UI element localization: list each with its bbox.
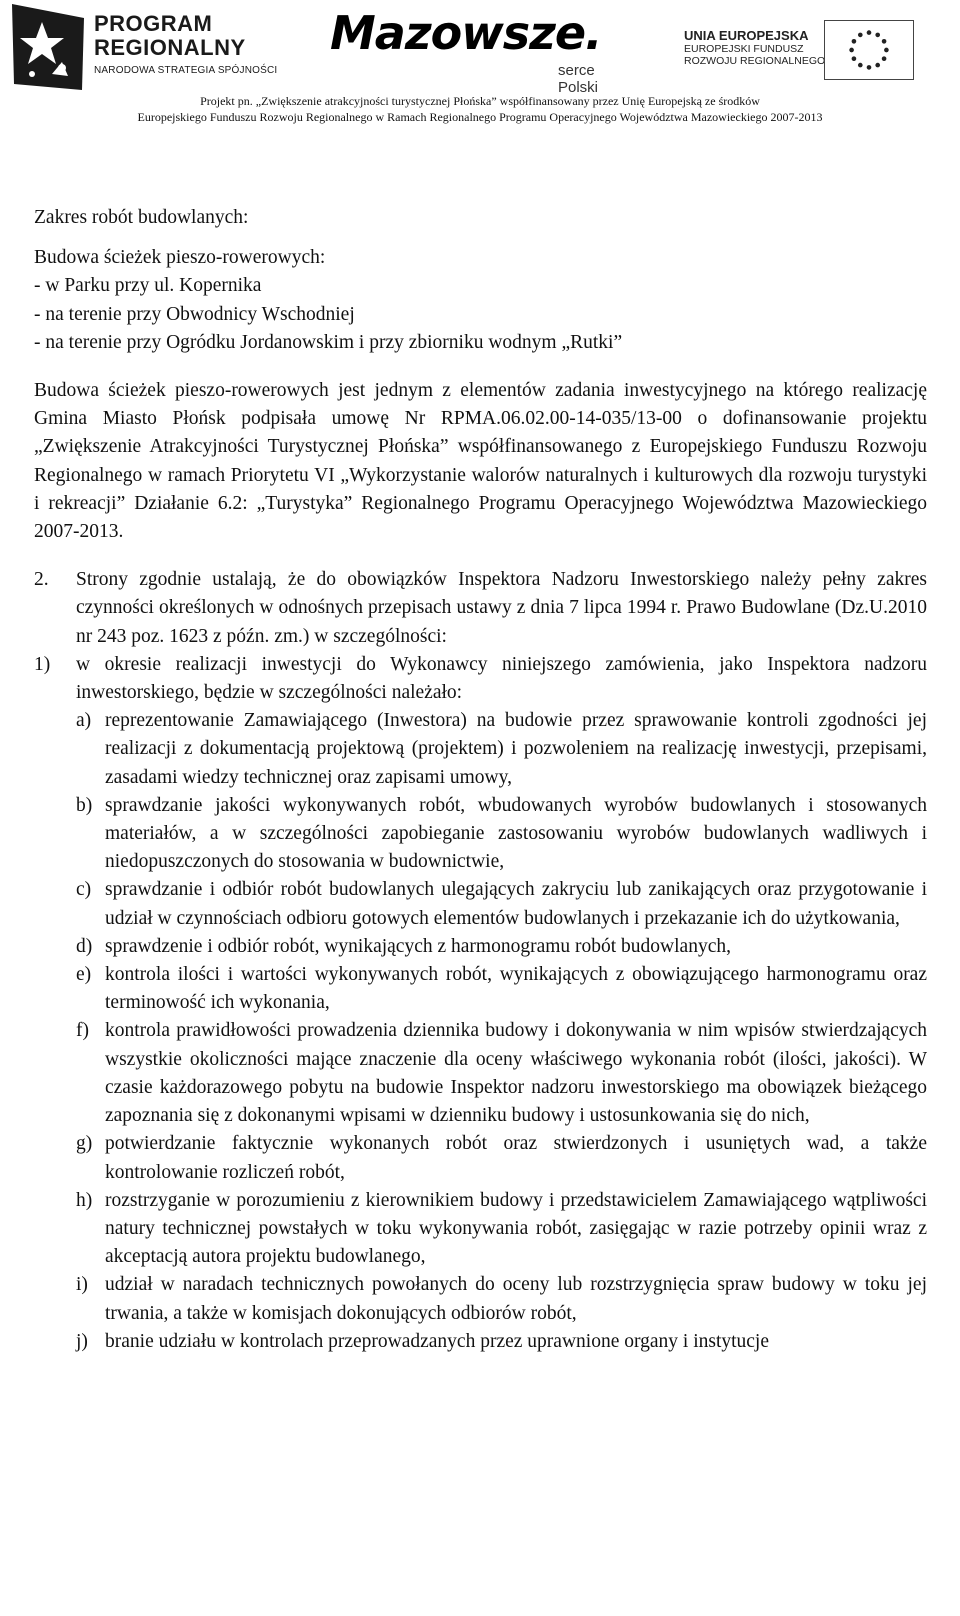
eu-flag-icon <box>824 20 914 80</box>
sub-item-label: h) <box>76 1189 93 1211</box>
eu-line-2: EUROPEJSKI FUNDUSZ <box>684 43 804 55</box>
sub-item <box>34 1017 927 1130</box>
sub-item-label: j) <box>76 1330 88 1352</box>
project-paragraph: Budowa ścieżek pieszo-rowerowych jest jednym z elementów zadania inwestycyjnego na którego realizację Gmina Miasto Płońsk podpisała umowę Nr RPMA.06.02.00-14-035/13-00 o dofinansowanie projektu „Zwiększenie Atrakcyjności Turystycznej Płońska” współfinansowanego z Europejskiego Funduszu Rozwoju Regionalnego w ramach Priorytetu VI „Wykorzystanie walorów naturalnych i kulturowych dla rozwoju turystyki i rekreacji” Działanie 6.2: „Turystyka” Regionalnego Programu Operacyjnego Województwa Mazowieckiego 2007-2013. <box>34 380 927 543</box>
logo-bar <box>0 0 960 96</box>
sub-item-label: f) <box>76 1020 89 1042</box>
sub-item-label: b) <box>76 794 93 816</box>
list-item-1 <box>34 651 927 707</box>
sub-item-label: e) <box>76 964 92 986</box>
sub-item <box>34 707 927 792</box>
project-caption-line-1: Projekt pn. „Zwiększenie atrakcyjności turystycznej Płońska” współfinansowany przez Unię Europejską ze środków <box>200 94 760 108</box>
paths-item: - na terenie przy Ogródku Jordanowskim i przy zbiorniku wodnym „Rutki” <box>34 331 623 353</box>
sub-item <box>34 876 927 932</box>
mazowsze-tagline: serce Polski <box>558 62 599 96</box>
sub-item-text: potwierdzanie faktycznie wykonanych robót oraz stwierdzonych i usuniętych wad, a także kontrolowanie rozliczeń robót, <box>105 1133 927 1183</box>
sub-item <box>34 1130 927 1186</box>
sub-item-label: g) <box>76 1133 93 1155</box>
program-line-2: REGIONALNY <box>94 35 246 60</box>
sub-item-text: kontrola ilości i wartości wykonywanych robót, wynikających z obowiązującego harmonogramu oraz terminowość ich wykonania, <box>105 964 927 1014</box>
sub-item-label: a) <box>76 710 92 732</box>
sub-item <box>34 933 927 961</box>
sub-item-label: i) <box>76 1274 88 1296</box>
sub-item-text: branie udziału w kontrolach przeprowadzanych przez uprawnione organy i instytucje <box>105 1330 770 1352</box>
mazowsze-wordmark: Mazowsze. <box>330 6 602 60</box>
scope-title: Zakres robót budowlanych: <box>34 207 249 228</box>
sub-item <box>34 1187 927 1272</box>
paths-item: - w Parku przy ul. Kopernika <box>34 275 262 297</box>
document-body <box>34 204 927 1356</box>
section-2-text: Strony zgodnie ustalają, że do obowiązków Inspektora Nadzoru Inwestorskiego należy pełny zakres czynności określonych w odnośnych przepisach ustawy z dnia 7 lipca 1994 r. Prawo Budowlane (Dz.U.2010 nr 243 poz. 1623 z późn. zm.) w szczególności: <box>76 569 927 647</box>
sub-item-text: udział w naradach technicznych powołanych do oceny lub rozstrzygnięcia spraw budowy w toku jej trwania, a także w komisjach dokonujących odbiorów robót, <box>105 1274 927 1324</box>
program-regionalny-logo <box>12 4 302 90</box>
sub-item <box>34 1328 927 1356</box>
sub-item-label: d) <box>76 935 93 957</box>
program-line-1: PROGRAM <box>94 11 213 36</box>
eu-line-3: ROZWOJU REGIONALNEGO <box>684 55 826 67</box>
paths-item: - na terenie przy Obwodnicy Wschodniej <box>34 303 355 325</box>
paths-title: Budowa ścieżek pieszo-rowerowych: <box>34 247 326 269</box>
sub-item-text: rozstrzyganie w porozumieniu z kierownikiem budowy i przedstawicielem Zamawiającego wątpliwości natury technicznej powstałych w toku wykonywania robót, zasięgając w razie potrzeby opinii wraz z akceptacją autora projektu budowlanego, <box>105 1189 927 1268</box>
list-item-1-number: 1) <box>34 653 51 675</box>
sub-item <box>34 792 927 877</box>
section-2 <box>34 566 927 651</box>
project-caption <box>0 93 960 125</box>
sub-item <box>34 961 927 1017</box>
section-2-number: 2. <box>34 569 49 591</box>
sub-item <box>34 1271 927 1327</box>
sub-item-text: sprawdzanie jakości wykonywanych robót, wbudowanych wyrobów budowlanych i stosowanych materiałów, a w szczególności zapobieganie zastosowaniu wyrobów budowlanych wadliwych i niedopuszczonych do stosowania w budownictwie, <box>105 794 927 873</box>
eu-text <box>684 28 825 67</box>
sub-item-text: reprezentowanie Zamawiającego (Inwestora) na budowie przez sprawowanie kontroli zgodności jej realizacji z dokumentacją projektową (projektem) i pozwoleniem na realizację inwestycji, przepisami, zasadami wiedzy technicznej oraz zapisami umowy, <box>105 710 927 788</box>
sub-item-label: c) <box>76 879 92 901</box>
sub-item-text: sprawdzenie i odbiór robót, wynikających z harmonogramu robót budowlanych, <box>105 935 731 957</box>
project-caption-line-2: Europejskiego Funduszu Rozwoju Regionalnego w Ramach Regionalnego Programu Operacyjnego Województwa Mazowieckiego 2007-2013 <box>137 110 823 124</box>
eu-logo <box>684 14 934 80</box>
list-item-1-text: w okresie realizacji inwestycji do Wykonawcy niniejszego zamówienia, jako Inspektora nadzoru inwestorskiego, będzie w szczególności należało: <box>76 653 927 704</box>
eu-line-1: UNIA EUROPEJSKA <box>684 28 809 43</box>
sub-item-text: kontrola prawidłowości prowadzenia dziennika budowy i dokonywania w nim wpisów stwierdzających wszystkie okoliczności mające znaczenie dla oceny właściwego wykonania robót (ilości, jakości). W czasie każdorazowego pobytu na budowie Inspektor nadzoru inwestorskiego ma obowiązek bieżącego zapoznania się z dokonanymi wpisami w dzienniku budowy i ustosunkowania się do nich, <box>105 1020 927 1127</box>
sub-item-text: sprawdzanie i odbiór robót budowlanych ulegających zakryciu lub zanikających oraz przygotowanie i udział w czynnościach odbioru gotowych elementów budowlanych i przekazanie ich do użytkowania, <box>105 879 927 929</box>
program-line-3: NARODOWA STRATEGIA SPÓJNOŚCI <box>94 65 278 76</box>
page-header <box>0 0 960 130</box>
mazowsze-logo <box>330 6 630 96</box>
program-regionalny-text <box>94 12 277 78</box>
program-regionalny-star-icon <box>12 4 86 90</box>
